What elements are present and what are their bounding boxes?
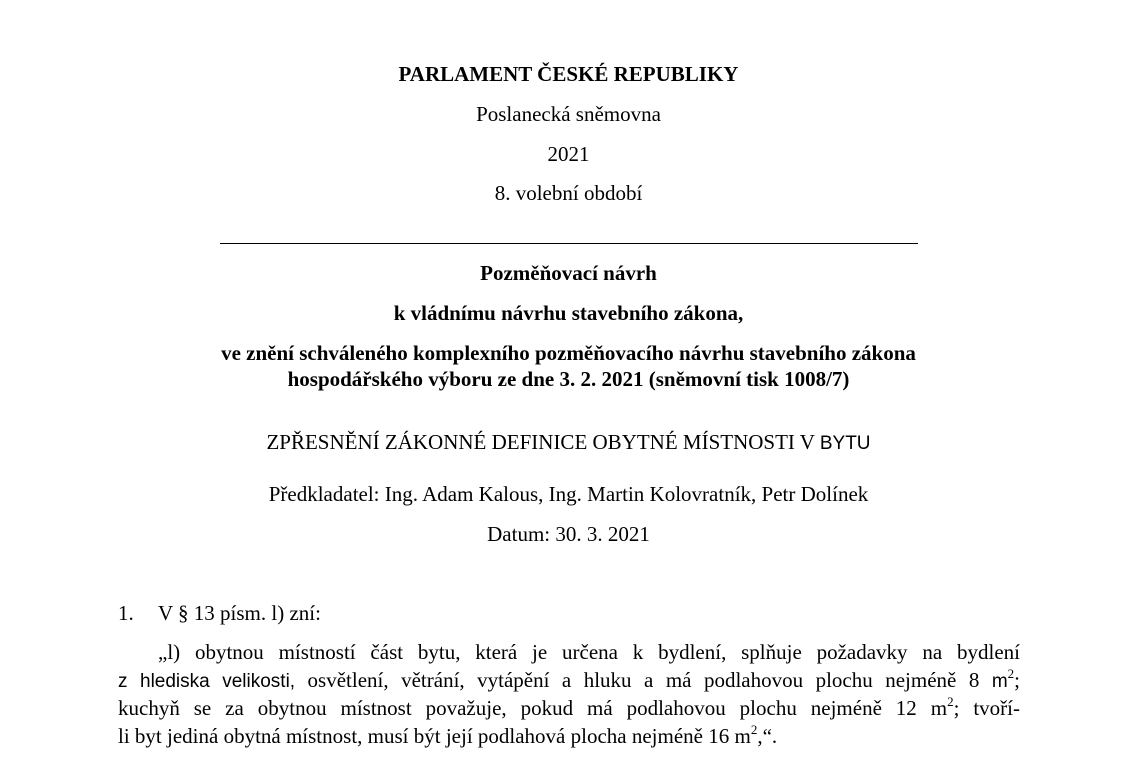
quote-unit: m [991, 671, 1008, 692]
subject-text: ZPŘESNĚNÍ ZÁKONNÉ DEFINICE OBYTNÉ MÍSTNOSTI V [266, 430, 820, 454]
quote-line-3 [118, 695, 1020, 721]
quote-line-3-text [118, 695, 1020, 721]
quote-line-1 [118, 639, 1020, 665]
quote-line-3-a: kuchyň se za obytnou místnost považuje, pokud má podlahovou plochu nejméně 12 m [118, 696, 948, 720]
quote-exponent-2: 2 [947, 694, 954, 709]
submitters-line: Předkladatel: Ing. Adam Kalous, Ing. Martin Kolovratník, Petr Dolínek [268, 482, 869, 506]
quote-line-4 [118, 723, 1020, 749]
amendment-subject [0, 429, 1137, 457]
quote-line-2 [118, 667, 1020, 695]
amendment-context-line2: hospodářského výboru ze dne 3. 2. 2021 (sněmovní tisk 1008/7) [287, 367, 850, 391]
horizontal-divider [220, 243, 918, 244]
session-year: 2021 [547, 142, 590, 166]
quote-line-2-rest: osvětlení, větrání, vytápění a hluku a má podlahovou plochu nejméně 8 [295, 668, 992, 692]
parliament-heading: PARLAMENT ČESKÉ REPUBLIKY [398, 62, 739, 86]
amendment-context-line1: ve znění schváleného komplexního pozměňovacího návrhu stavebního zákona [221, 341, 916, 365]
chamber-name: Poslanecká sněmovna [476, 102, 661, 126]
quote-line-2-text [118, 667, 1020, 695]
electoral-term: 8. volební období [494, 181, 643, 205]
quote-exponent-3: 2 [750, 722, 758, 737]
amendment-title: Pozměňovací návrh [480, 261, 657, 285]
amendment-subtitle: k vládnímu návrhu stavebního zákona, [393, 301, 744, 325]
quote-line-4-b: ,“. [757, 724, 778, 748]
amendment-item [118, 600, 321, 626]
subject-last-word: BYTU [819, 433, 871, 454]
date-line: Datum: 30. 3. 2021 [487, 522, 650, 546]
quote-emphasis: z hlediska velikosti, [118, 671, 296, 692]
item-intro: V § 13 písm. l) zní: [158, 601, 321, 625]
item-number: 1. [118, 601, 134, 625]
quote-exponent-1: 2 [1007, 666, 1015, 681]
quote-line-1-text: „l) obytnou místností část bytu, která je určena k bydlení, splňuje požadavky na bydlení [158, 640, 1020, 664]
quote-line-2-end: ; [1014, 668, 1020, 692]
quote-line-4-a: li byt jediná obytná místnost, musí být její podlahová plocha nejméně 16 m [118, 724, 751, 748]
quote-line-3-b: ; tvoří- [953, 696, 1020, 720]
